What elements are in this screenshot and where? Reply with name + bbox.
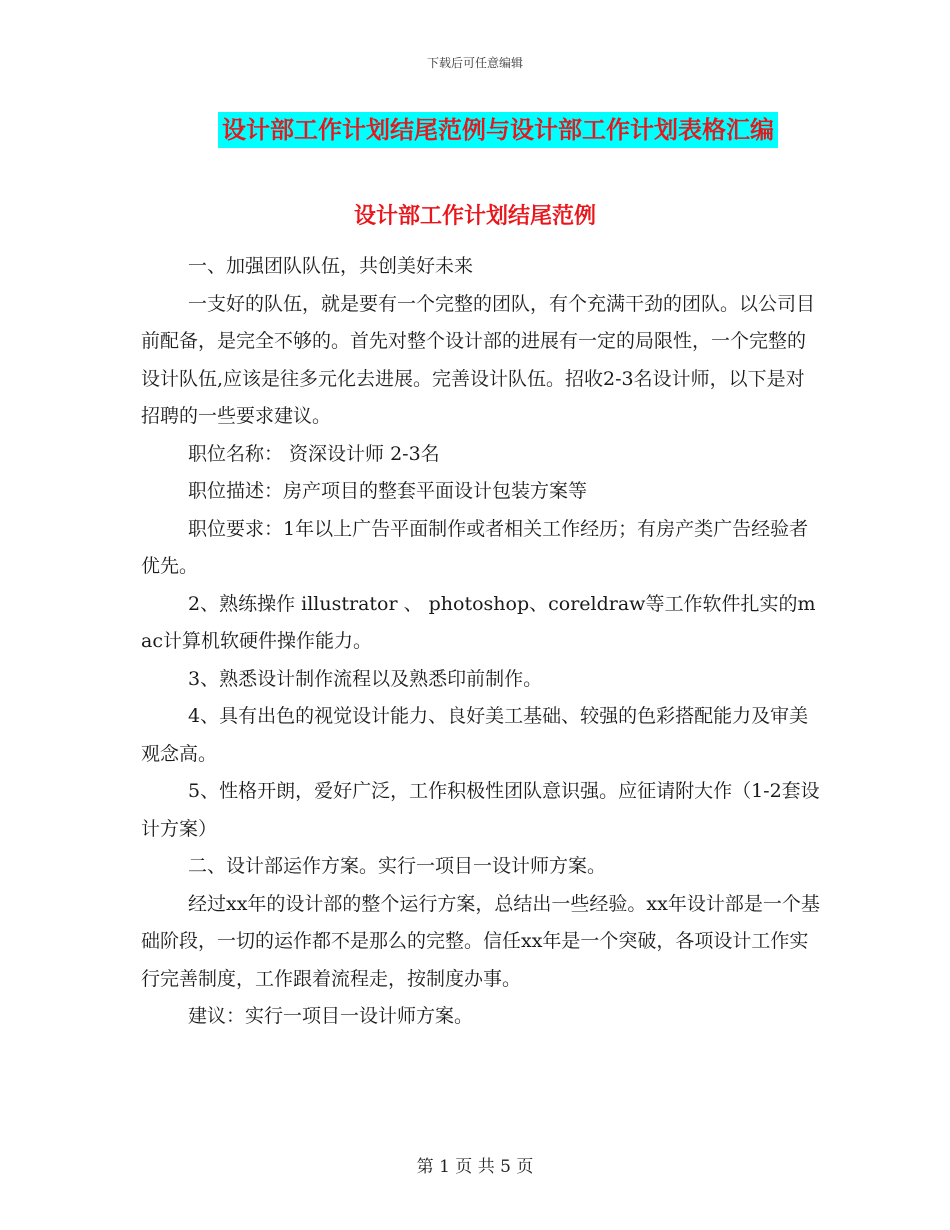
body-text xyxy=(141,248,821,1036)
paragraph: 职位描述：房产项目的整套平面设计包装方案等 xyxy=(188,480,588,502)
paragraph: 建议：实行一项目一设计师方案。 xyxy=(188,1005,474,1027)
paragraph: 2、熟练操作 illustrator 、 photoshop、coreldraw等工作软件扎实的mac计算机软硬件操作能力。 xyxy=(141,592,816,652)
paragraph: 3、熟悉设计制作流程以及熟悉印前制作。 xyxy=(188,667,543,690)
paragraph: 一支好的队伍，就是要有一个完整的团队，有个充满干劲的团队。以公司目前配备，是完全不够的。首先对整个设计部的进展有一定的局限性，一个完整的设计队伍,应该是往多元化去进展。完善设计队伍。招收2-3名设计师，以下是对招聘的一些要求建议。 xyxy=(141,292,816,427)
main-title-wrap xyxy=(0,112,950,148)
header-note: 下载后可任意编辑 xyxy=(426,56,523,70)
main-title: 设计部工作计划结尾范例与设计部工作计划表格汇编 xyxy=(218,112,778,148)
paragraph: 职位要求：1年以上广告平面制作或者相关工作经历；有房产类广告经验者优先。 xyxy=(141,517,809,577)
paragraph: 二、设计部运作方案。实行一项目一设计师方案。 xyxy=(188,855,607,877)
paragraph: 经过xx年的设计部的整个运行方案，总结出一些经验。xx年设计部是一个基础阶段，一切的运作都不是那么的完整。信任xx年是一个突破，各项设计工作实行完善制度，工作跟着流程走，按制度办事。 xyxy=(141,892,820,990)
paragraph: 5、性格开朗，爱好广泛，工作积极性团队意识强。应征请附大作（1-2套设计方案） xyxy=(141,780,820,840)
page-footer: 第 1 页 共 5 页 xyxy=(416,1157,534,1177)
paragraph: 职位名称： 资深设计师 2-3名 xyxy=(188,442,440,465)
paragraph: 一、加强团队队伍，共创美好未来 xyxy=(188,255,474,277)
section-title: 设计部工作计划结尾范例 xyxy=(353,204,596,229)
paragraph: 4、具有出色的视觉设计能力、良好美工基础、较强的色彩搭配能力及审美观念高。 xyxy=(141,705,809,765)
